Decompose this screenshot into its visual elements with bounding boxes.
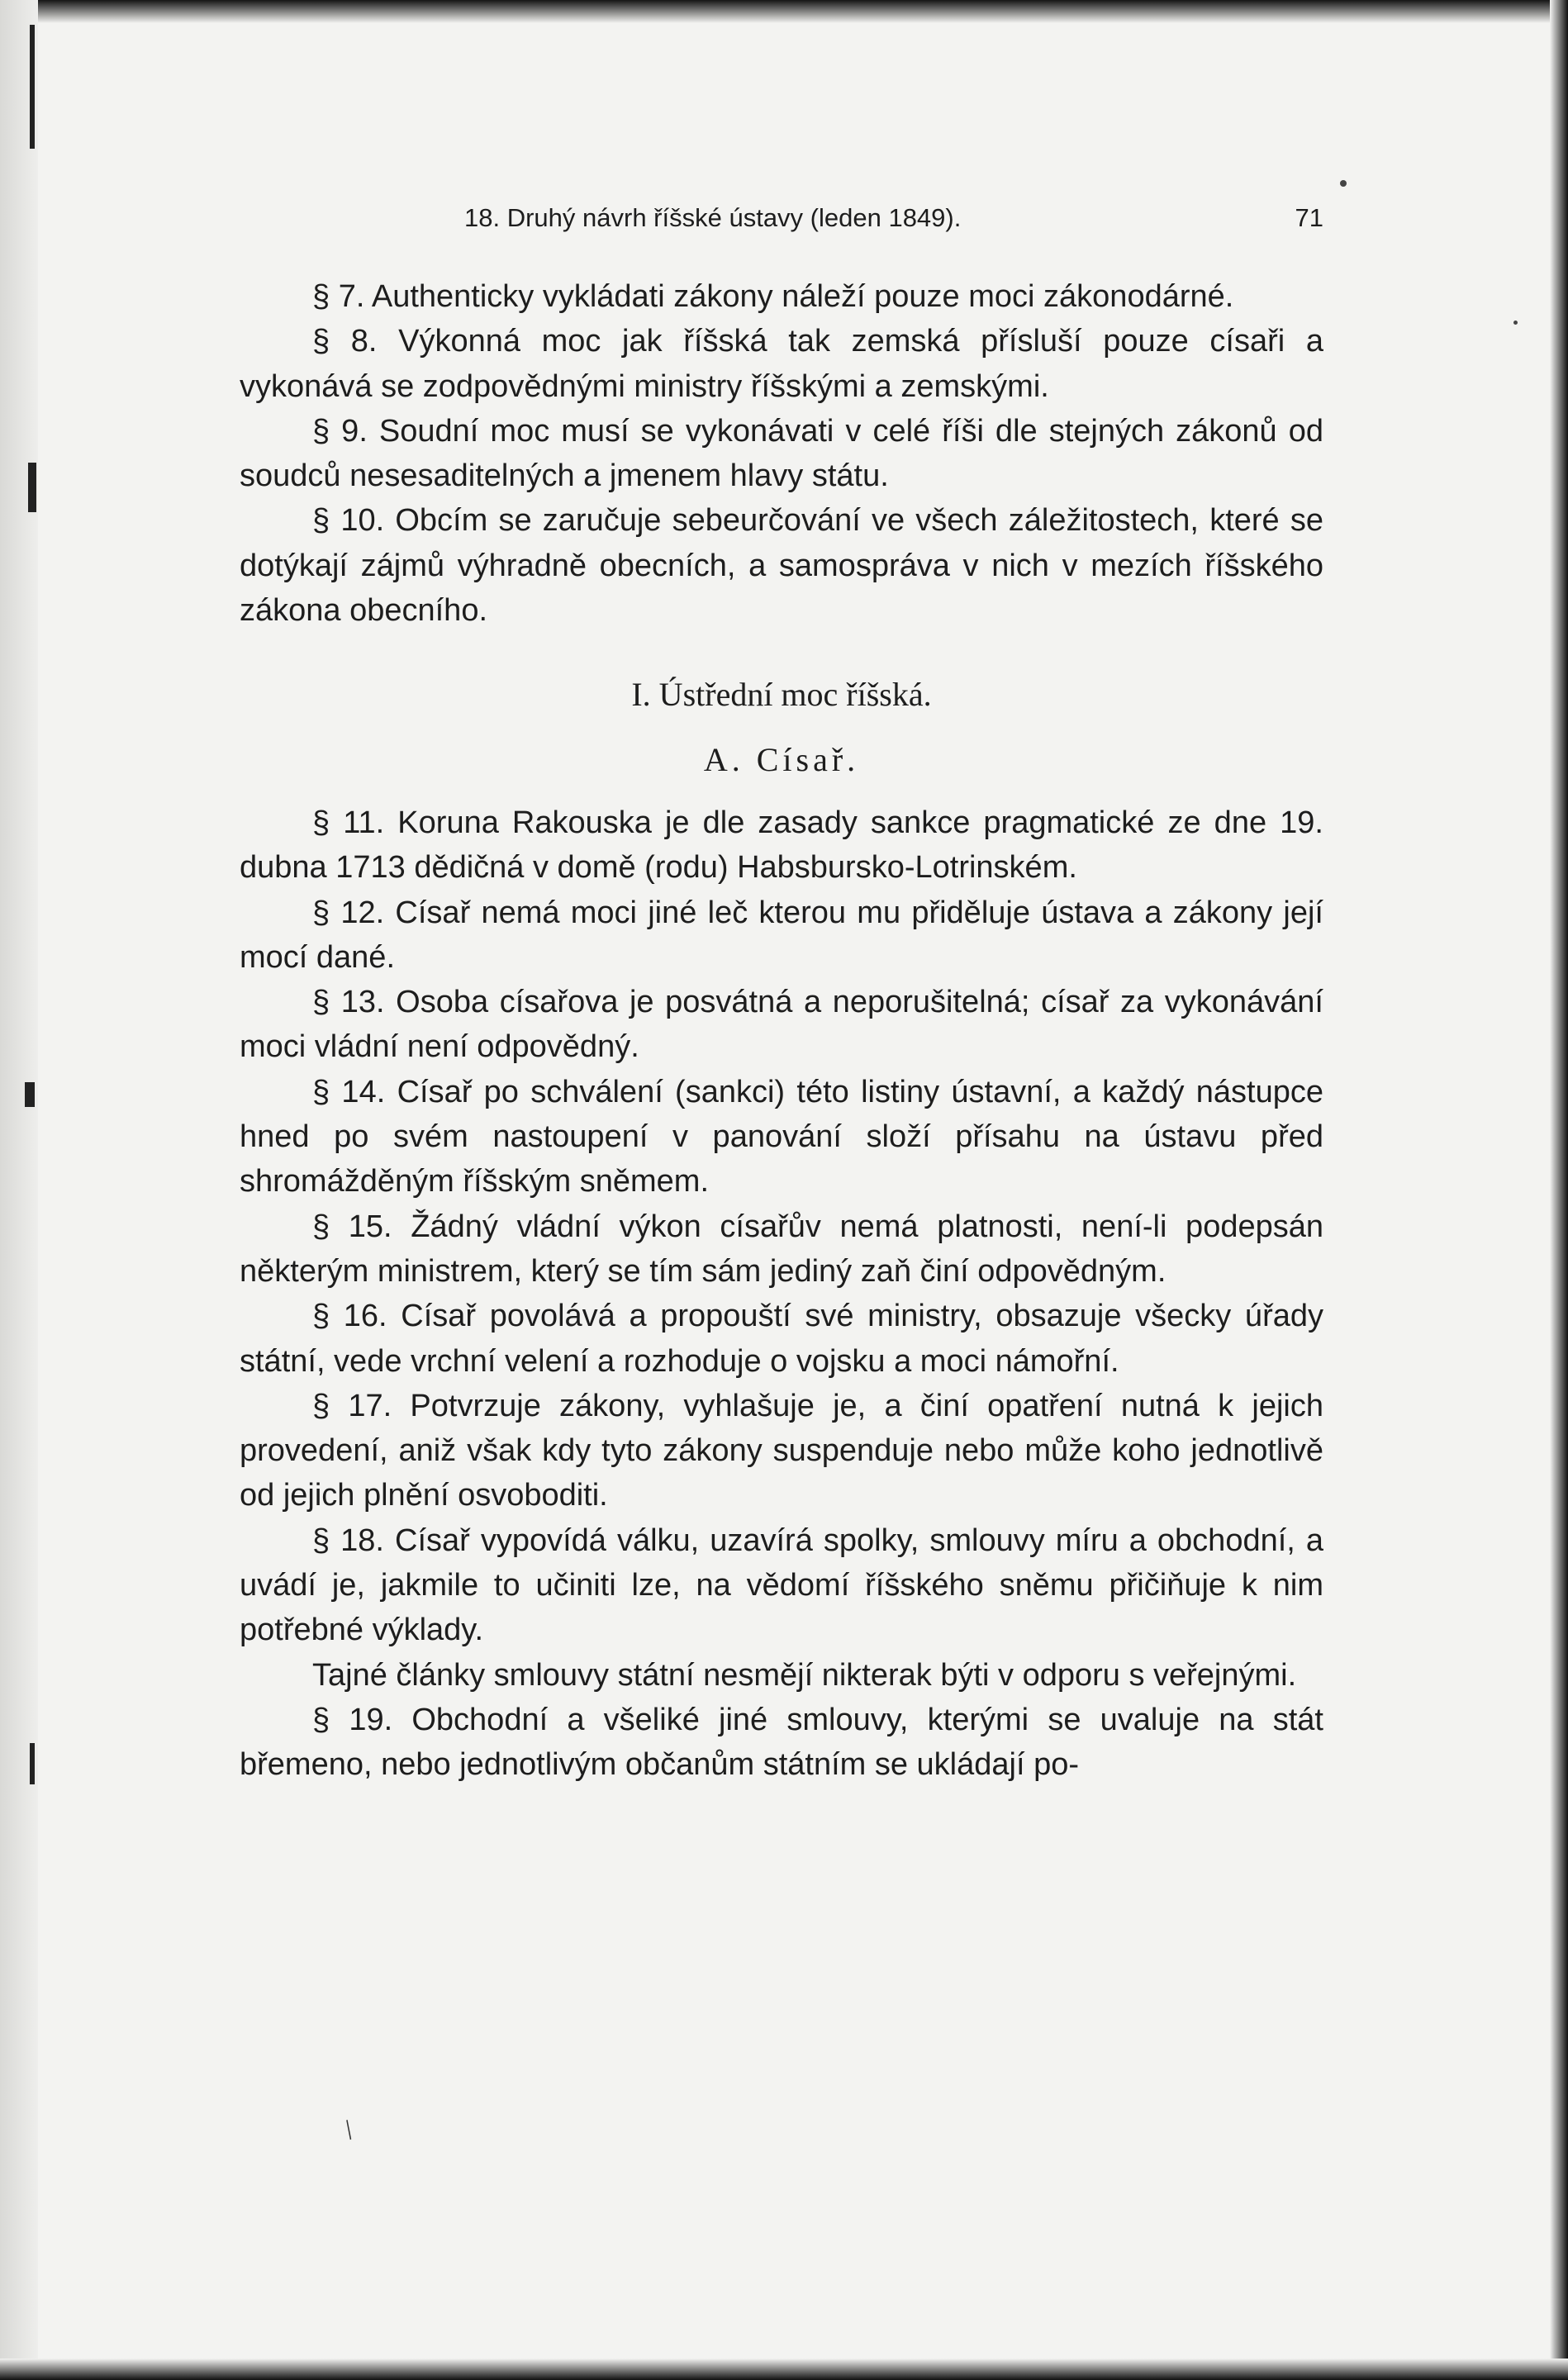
speck [1340, 180, 1347, 187]
scan-edge-right [1550, 0, 1568, 2380]
paragraph-section-18: § 18. Císař vypovídá válku, uzavírá spolky, smlouvy míru a obchodní, a uvádí je, jakmile to učiniti lze, na vědomí říšského sněmu přičiňuje k nim potřebné výklady. [240, 1523, 1323, 1648]
binding-mark [30, 25, 35, 149]
page-number: 71 [1295, 203, 1323, 232]
binding-mark [25, 1082, 35, 1107]
binding-mark [28, 463, 36, 512]
subsection-heading: A. Císař. [703, 740, 860, 778]
paragraph-section-19: § 19. Obchodní a všeliké jiné smlouvy, kterými se uvaluje na stát břemeno, nebo jednotlivým občanům státním se ukládají po- [240, 1702, 1323, 1783]
paragraph-section-15: § 15. Žádný vládní výkon císařův nemá platnosti, není-li podepsán některým ministrem, který se tím sám jediný zaň činí odpovědným. [240, 1209, 1323, 1289]
running-title: 18. Druhý návrh říšské ústavy (leden 1849). [464, 203, 962, 232]
paragraph-section-9: § 9. Soudní moc musí se vykonávati v celé říši dle stejných zákonů od soudců nesesaditelných a jmenem hlavy státu. [240, 413, 1323, 494]
paragraph-section-14: § 14. Císař po schválení (sankci) této listiny ústavní, a každý nástupce hned po svém nastoupení v panování složí přísahu na ústavu před shromážděným říšským sněmem. [240, 1074, 1323, 1200]
paragraph-secret-articles: Tajné články smlouvy státní nesmějí nikterak býti v odporu s veřejnými. [312, 1657, 1297, 1693]
paragraph-section-17: § 17. Potvrzuje zákony, vyhlašuje je, a činí opatření nutná k jejich provedení, aniž však kdy tyto zákony suspenduje nebo může koho jednotlivě od jejich plnění osvoboditi. [240, 1388, 1323, 1513]
paragraph-section-10: § 10. Obcím se zaručuje sebeurčování ve všech záležitostech, které se dotýkají zájmů výhradně obecních, a samospráva v nich v mezích říšského zákona obecního. [240, 503, 1323, 629]
scan-edge-bottom [0, 2359, 1568, 2380]
paragraph-section-8: § 8. Výkonná moc jak říšská tak zemská přísluší pouze císaři a vykonává se zodpovědnými ministry říšskými a zemskými. [240, 324, 1323, 404]
paragraph-section-11: § 11. Koruna Rakouska je dle zasady sankce pragmatické ze dne 19. dubna 1713 dědičná v domě (rodu) Habsbursko-Lotrinském. [240, 805, 1323, 886]
page-body [240, 274, 1323, 1788]
binding-mark [30, 1743, 35, 1784]
paragraph-section-16: § 16. Císař povolává a propouští své ministry, obsazuje všecky úřady státní, vede vrchní velení a rozhoduje o vojsku a moci námořní. [240, 1299, 1323, 1379]
scan-edge-top [0, 0, 1568, 23]
pencil-mark-icon: / [338, 2115, 360, 2145]
paragraph-section-12: § 12. Císař nemá moci jiné leč kterou mu přiděluje ústava a zákony její mocí dané. [240, 895, 1323, 975]
paragraph-section-13: § 13. Osoba císařova je posvátná a neporušitelná; císař za vykonávání moci vládní není odpovědný. [240, 985, 1323, 1065]
section-heading: I. Ústřední moc říšská. [631, 676, 932, 714]
scan-edge-left [0, 0, 38, 2380]
paragraph-section-7: § 7. Authenticky vykládati zákony náleží pouze moci zákonodárné. [312, 279, 1234, 314]
running-header [240, 203, 1323, 241]
speck [1513, 321, 1518, 325]
